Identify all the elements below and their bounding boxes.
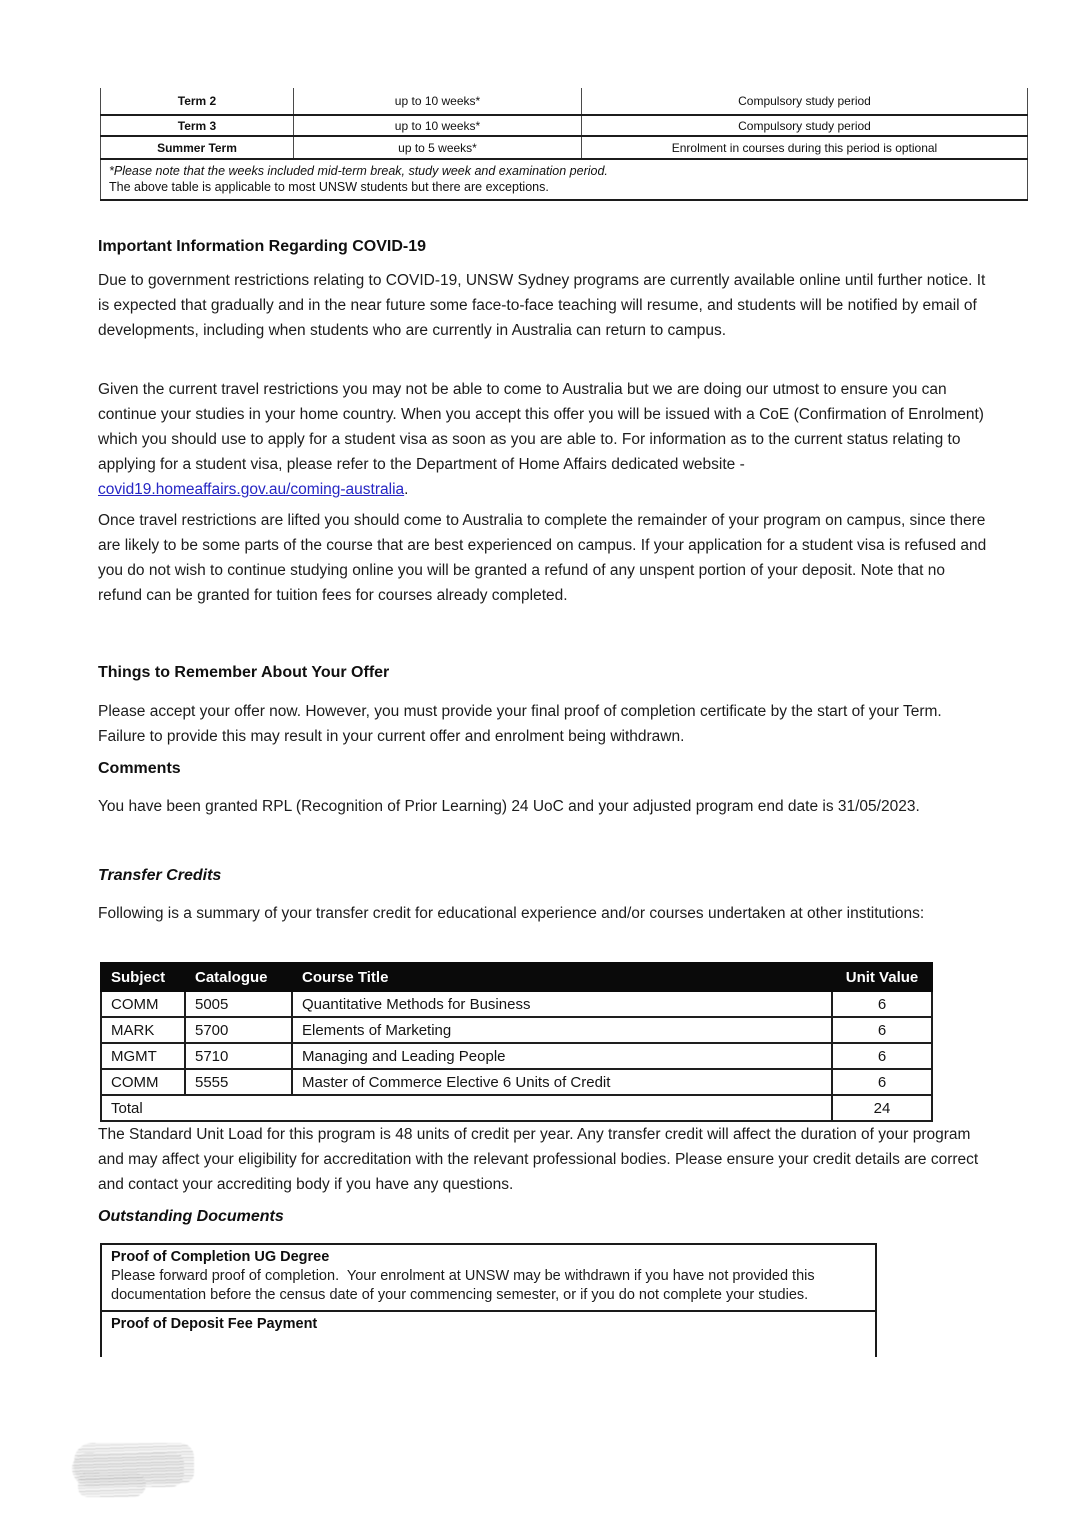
document-title: Proof of Deposit Fee Payment [111,1316,318,1332]
document-title: Proof of Completion UG Degree [111,1249,330,1265]
remember-heading: Things to Remember About Your Offer [98,664,390,681]
remember-para: Please accept your offer now. However, you must provide your final proof of completion certificate by the start of your Term. Failure to provide this may result in your current offer and enrolment being withdrawn. [98,703,942,745]
document-item [102,1310,875,1339]
col-header-subject: Subject [101,963,185,991]
covid-para-3: Once travel restrictions are lifted you should come to Australia to complete the remainder of your program on campus, since there are likely to be some parts of the course that are best experienced on campus. If your application for a student visa is refused and you do not wish to continue studying online you will be granted a refund of any unspent portion of your deposit. Note that no refund can be granted for tuition fees for courses already completed. [98,512,987,604]
term-dates-table [100,88,1028,201]
total-value-cell: 24 [832,1095,932,1121]
transfer-intro-para: Following is a summary of your transfer credit for educational experience and/or courses undertaken at other institutions: [98,905,925,922]
transfer-credit-table [100,962,933,1122]
course-title-cell: Quantitative Methods for Business [292,991,832,1017]
catalogue-cell: 5700 [185,1017,292,1043]
catalogue-cell: 5005 [185,991,292,1017]
col-header-unit-value: Unit Value [832,963,932,991]
term-note-cell: Enrolment in courses during this period is optional [582,136,1028,159]
table-row [101,136,1028,159]
covid-para-2-text: Given the current travel restrictions you may not be able to come to Australia but we are doing our utmost to ensure you can continue your studies in your home country. When you accept this offer you will be issued with a CoE (Confirmation of Enrolment) which you should use to apply for a student visa as soon as you are able to. For information as to the current status relating to applying for a student visa, please refer to the Department of Home Affairs dedicated website - [98,381,984,473]
term-name-cell: Term 3 [101,115,294,136]
subject-cell: MGMT [101,1043,185,1069]
course-title-cell: Elements of Marketing [292,1017,832,1043]
term-note-cell: Compulsory study period [582,115,1028,136]
covid-para-1: Due to government restrictions relating to COVID-19, UNSW Sydney programs are currently available online until further notice. It is expected that gradually and in the near future some face-to-face teaching will resume, and students will be notified by email of developments, including when students who are currently in Australia can return to campus. [98,272,986,339]
footnote-line-2: The above table is applicable to most UNSW students but there are exceptions. [109,180,549,194]
term-name-cell: Summer Term [101,136,294,159]
unit-value-cell: 6 [832,1069,932,1095]
covid-para-2 [98,377,993,502]
subject-cell: COMM [101,1069,185,1095]
outstanding-documents-box [100,1243,877,1357]
scribble-blob [78,1473,146,1497]
transfer-credits-heading: Transfer Credits [98,867,222,884]
table-row [101,115,1028,136]
unit-load-para: The Standard Unit Load for this program is 48 units of credit per year. Any transfer credit will affect the duration of your program and may affect your eligibility for accreditation with the relevant professional bodies. Please ensure your credit details are correct and contact your accrediting body if you have any questions. [98,1126,979,1193]
redacted-scribble [72,1441,207,1499]
footnote-line-1: *Please note that the weeks included mid-term break, study week and examination period. [109,164,608,178]
catalogue-cell: 5555 [185,1069,292,1095]
col-header-course-title: Course Title [292,963,832,991]
credit-row [101,991,932,1017]
total-label-cell: Total [101,1095,832,1121]
comments-heading: Comments [98,760,181,777]
unit-value-cell: 6 [832,1043,932,1069]
course-title-cell: Managing and Leading People [292,1043,832,1069]
term-note-cell: Compulsory study period [582,88,1028,115]
comments-para: You have been granted RPL (Recognition of Prior Learning) 24 UoC and your adjusted program end date is 31/05/2023. [98,798,920,815]
subject-cell: MARK [101,1017,185,1043]
home-affairs-link[interactable]: covid19.homeaffairs.gov.au/coming-australia [98,481,405,498]
outstanding-documents-heading: Outstanding Documents [98,1208,284,1225]
header-row [101,963,932,991]
covid-heading: Important Information Regarding COVID-19 [98,238,427,255]
unit-value-cell: 6 [832,991,932,1017]
total-row [101,1095,932,1121]
col-header-catalogue: Catalogue [185,963,292,991]
document-body: Please forward proof of completion. Your enrolment at UNSW may be withdrawn if you have not provided this documentation before the census date of your commencing semester, or if you do not complete your studies. [111,1268,815,1303]
credit-row [101,1017,932,1043]
unit-value-cell: 6 [832,1017,932,1043]
document-item [102,1245,875,1310]
credit-row [101,1069,932,1095]
term-duration-cell: up to 5 weeks* [294,136,582,159]
course-title-cell: Master of Commerce Elective 6 Units of Credit [292,1069,832,1095]
catalogue-cell: 5710 [185,1043,292,1069]
table-row [101,88,1028,115]
covid-para-2-suffix: . [404,481,409,498]
term-name-cell: Term 2 [101,88,294,115]
credit-row [101,1043,932,1069]
subject-cell: COMM [101,991,185,1017]
term-duration-cell: up to 10 weeks* [294,88,582,115]
table-footnote-row [101,159,1028,200]
term-duration-cell: up to 10 weeks* [294,115,582,136]
table-footnote [101,159,1028,200]
